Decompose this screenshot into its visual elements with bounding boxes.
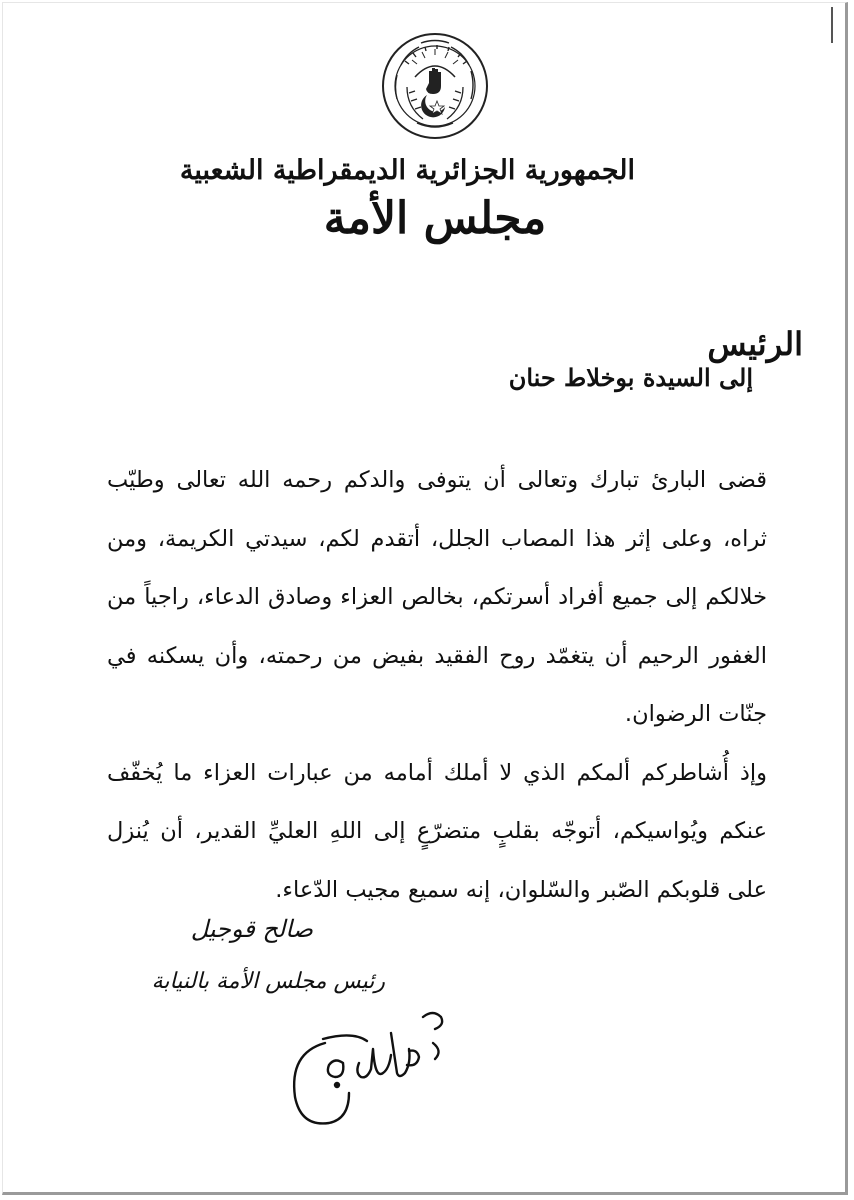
signatory-name: صالح قوجيل xyxy=(190,915,313,943)
office-title: الرئيس xyxy=(707,325,803,363)
scan-edge-mark xyxy=(831,7,833,43)
recipient-line: إلى السيدة بوخلاط حنان xyxy=(508,363,753,392)
body-paragraph: قضى البارئ تبارك وتعالى أن يتوفى والدكم رحمه الله تعالى وطيّب ثراه، وعلى إثر هذا المصاب الجلل، أتقدم لكم، سيدتي الكريمة، ومن خلالكم إلى جميع أفراد أسرتكم، بخالص العزاء وصادق الدعاء، راجياً من الغفور الرحيم أن يتغمّد روح الفقيد بفيض من رحمته، وأن يسكنه في جنّات الرضوان. xyxy=(107,467,767,727)
country-name: الجمهورية الجزائرية الديمقراطية الشعبية xyxy=(179,155,635,186)
letter-page xyxy=(2,2,848,1195)
institution-name: مجلس الأمة xyxy=(323,193,547,244)
handwritten-signature-icon xyxy=(283,1003,463,1133)
body-paragraph: وإذ أُشاطركم ألمكم الذي لا أملك أمامه من عبارات العزاء ما يُخفّف عنكم ويُواسيكم، أتوجّه بقلبٍ متضرّعٍ إلى اللهِ العليِّ القدير، أن يُنزل على قلوبكم الصّبر والسّلوان، إنه سميع مجيب الدّعاء. xyxy=(107,759,767,903)
algeria-state-emblem-icon xyxy=(377,31,493,141)
letter-body xyxy=(107,451,767,919)
signatory-title: رئيس مجلس الأمة بالنيابة xyxy=(151,969,385,994)
